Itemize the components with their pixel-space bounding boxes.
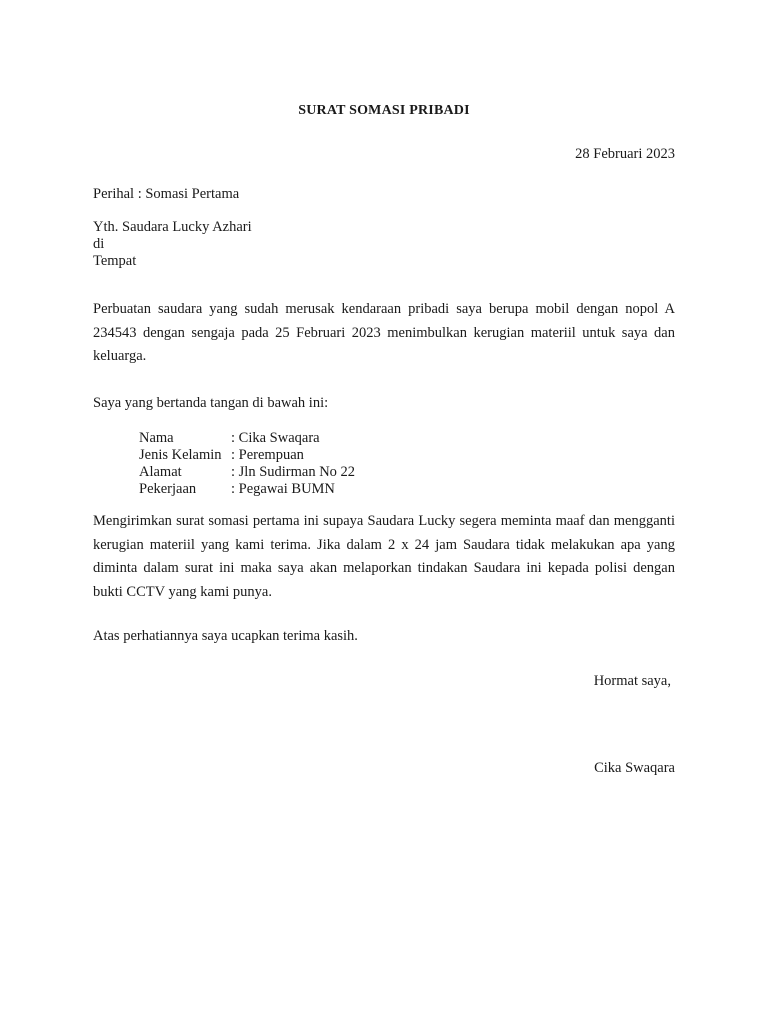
signer-name: Cika Swaqara — [594, 760, 675, 776]
subject-line: Perihal : Somasi Pertama — [93, 186, 240, 202]
sender-details — [139, 430, 355, 498]
detail-row-name — [139, 430, 355, 447]
body-paragraph-1: Perbuatan saudara yang sudah merusak kendaraan pribadi saya berupa mobil dengan nopol A 234543 dengan sengaja pada 25 Februari 2023 menimbulkan kerugian materiil untuk saya dan keluarga. — [93, 301, 675, 364]
closing-line: Atas perhatiannya saya ucapkan terima kasih. — [93, 628, 358, 644]
recipient-di: di — [93, 236, 105, 252]
detail-value: : Perempuan — [231, 447, 304, 463]
detail-label: Nama — [139, 430, 174, 446]
letter-date: 28 Februari 2023 — [575, 146, 675, 162]
detail-row-occupation — [139, 481, 355, 498]
detail-label: Alamat — [139, 464, 182, 480]
intro-line: Saya yang bertanda tangan di bawah ini: — [93, 395, 329, 411]
detail-value: : Jln Sudirman No 22 — [231, 464, 356, 480]
body-paragraph-2: Mengirimkan surat somasi pertama ini supaya Saudara Lucky segera meminta maaf dan mengganti kerugian materiil yang kami terima. Jika dalam 2 x 24 jam Saudara tidak melakukan apa yang diminta dalam surat ini maka saya akan melaporkan tindakan Saudara ini kepada polisi dengan bukti CCTV yang kami punya. — [93, 513, 675, 600]
detail-label: Pekerjaan — [139, 481, 197, 497]
detail-value: : Cika Swaqara — [231, 430, 320, 446]
recipient-block — [93, 219, 252, 270]
recipient-place: Tempat — [93, 253, 137, 269]
salutation: Hormat saya, — [593, 673, 671, 689]
detail-row-address — [139, 464, 355, 481]
detail-row-gender — [139, 447, 355, 464]
recipient-name: Yth. Saudara Lucky Azhari — [93, 219, 252, 235]
detail-label: Jenis Kelamin — [139, 447, 222, 463]
detail-value: : Pegawai BUMN — [231, 481, 335, 497]
document-title: SURAT SOMASI PRIBADI — [298, 103, 470, 118]
